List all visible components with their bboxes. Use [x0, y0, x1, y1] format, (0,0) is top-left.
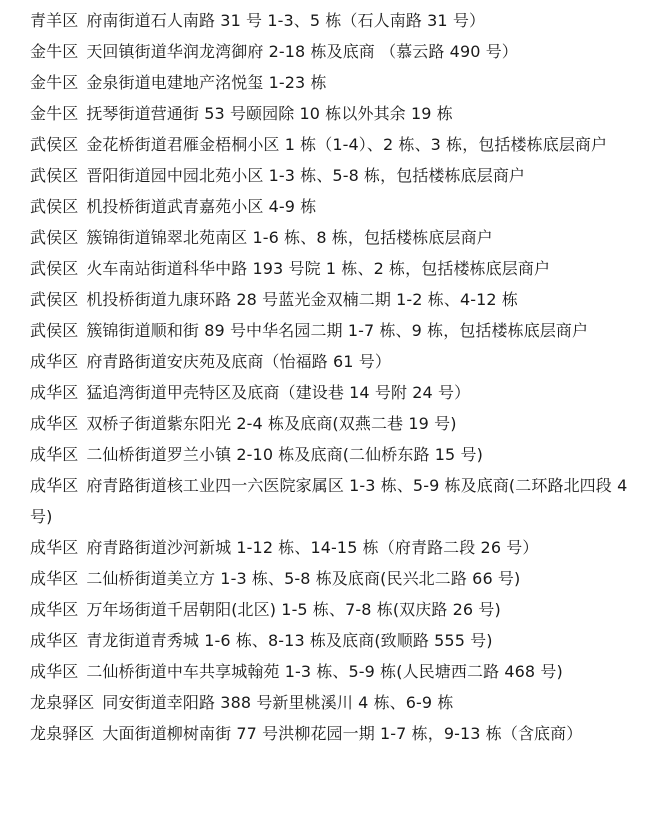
- address-text: 抚琴街道营通街 53 号颐园除 10 栋以外其余 19 栋: [86, 104, 453, 123]
- district-label: 青羊区: [30, 11, 79, 30]
- district-label: 成华区: [30, 445, 79, 464]
- address-text: 府青路街道沙河新城 1-12 栋、14-15 栋（府青路二段 26 号）: [86, 538, 539, 557]
- district-label: 金牛区: [30, 104, 79, 123]
- address-text: 簇锦街道顺和街 89 号中华名园二期 1-7 栋、9 栋，包括楼栋底层商户: [86, 321, 589, 340]
- list-item: [30, 718, 633, 749]
- address-text: 二仙桥街道中车共享城翰苑 1-3 栋、5-9 栋(人民塘西二路 468 号): [86, 662, 563, 681]
- list-item: [30, 439, 633, 470]
- district-label: 成华区: [30, 476, 79, 495]
- district-label: 成华区: [30, 538, 79, 557]
- list-item: [30, 625, 633, 656]
- list-item: [30, 5, 633, 36]
- district-label: 成华区: [30, 383, 79, 402]
- district-label: 武侯区: [30, 259, 79, 278]
- list-item: [30, 315, 633, 346]
- district-label: 成华区: [30, 662, 79, 681]
- address-text: 猛追湾街道甲壳特区及底商（建设巷 14 号附 24 号）: [86, 383, 471, 402]
- address-text: 二仙桥街道美立方 1-3 栋、5-8 栋及底商(民兴北二路 66 号): [86, 569, 521, 588]
- list-item: [30, 594, 633, 625]
- district-label: 成华区: [30, 414, 79, 433]
- district-label: 龙泉驿区: [30, 693, 95, 712]
- district-label: 金牛区: [30, 73, 79, 92]
- address-text: 二仙桥街道罗兰小镇 2-10 栋及底商(二仙桥东路 15 号): [86, 445, 483, 464]
- list-item: [30, 284, 633, 315]
- list-item: [30, 253, 633, 284]
- address-text: 府青路街道安庆苑及底商（怡福路 61 号）: [86, 352, 391, 371]
- address-text: 青龙街道青秀城 1-6 栋、8-13 栋及底商(致顺路 555 号): [86, 631, 493, 650]
- district-label: 武侯区: [30, 290, 79, 309]
- list-item: [30, 222, 633, 253]
- address-text: 簇锦街道锦翠北苑南区 1-6 栋、8 栋，包括楼栋底层商户: [86, 228, 493, 247]
- list-item: [30, 36, 633, 67]
- address-text: 金花桥街道君雁金梧桐小区 1 栋（1-4）、2 栋、3 栋，包括楼栋底层商户: [86, 135, 608, 154]
- list-item: [30, 470, 633, 532]
- district-label: 成华区: [30, 600, 79, 619]
- address-text: 大面街道柳树南街 77 号洪柳花园一期 1-7 栋，9-13 栋（含底商）: [102, 724, 583, 743]
- district-label: 成华区: [30, 569, 79, 588]
- address-text: 府南街道石人南路 31 号 1-3、5 栋（石人南路 31 号）: [86, 11, 486, 30]
- address-text: 金泉街道电建地产洺悦玺 1-23 栋: [86, 73, 327, 92]
- list-item: [30, 98, 633, 129]
- address-text: 双桥子街道紫东阳光 2-4 栋及底商(双燕二巷 19 号): [86, 414, 457, 433]
- district-label: 武侯区: [30, 135, 79, 154]
- district-label: 成华区: [30, 352, 79, 371]
- list-item: [30, 687, 633, 718]
- address-text: 府青路街道核工业四一六医院家属区 1-3 栋、5-9 栋及底商(二环路北四段 4 号): [30, 476, 628, 526]
- district-label: 武侯区: [30, 197, 79, 216]
- list-item: [30, 191, 633, 222]
- list-item: [30, 408, 633, 439]
- district-label: 武侯区: [30, 166, 79, 185]
- address-text: 同安街道幸阳路 388 号新里桃溪川 4 栋、6-9 栋: [102, 693, 454, 712]
- list-item: [30, 563, 633, 594]
- district-label: 龙泉驿区: [30, 724, 95, 743]
- district-label: 成华区: [30, 631, 79, 650]
- list-item: [30, 377, 633, 408]
- list-item: [30, 67, 633, 98]
- address-text: 机投桥街道九康环路 28 号蓝光金双楠二期 1-2 栋、4-12 栋: [86, 290, 518, 309]
- district-label: 武侯区: [30, 228, 79, 247]
- address-text: 万年场街道千居朝阳(北区) 1-5 栋、7-8 栋(双庆路 26 号): [86, 600, 501, 619]
- address-text: 晋阳街道园中园北苑小区 1-3 栋、5-8 栋，包括楼栋底层商户: [86, 166, 526, 185]
- list-item: [30, 129, 633, 160]
- district-label: 金牛区: [30, 42, 79, 61]
- address-text: 火车南站街道科华中路 193 号院 1 栋、2 栋，包括楼栋底层商户: [86, 259, 551, 278]
- list-item: [30, 532, 633, 563]
- list-item: [30, 346, 633, 377]
- address-text: 机投桥街道武青嘉苑小区 4-9 栋: [86, 197, 317, 216]
- list-item: [30, 656, 633, 687]
- list-item: [30, 160, 633, 191]
- address-text: 天回镇街道华润龙湾御府 2-18 栋及底商 （慕云路 490 号）: [86, 42, 518, 61]
- district-label: 武侯区: [30, 321, 79, 340]
